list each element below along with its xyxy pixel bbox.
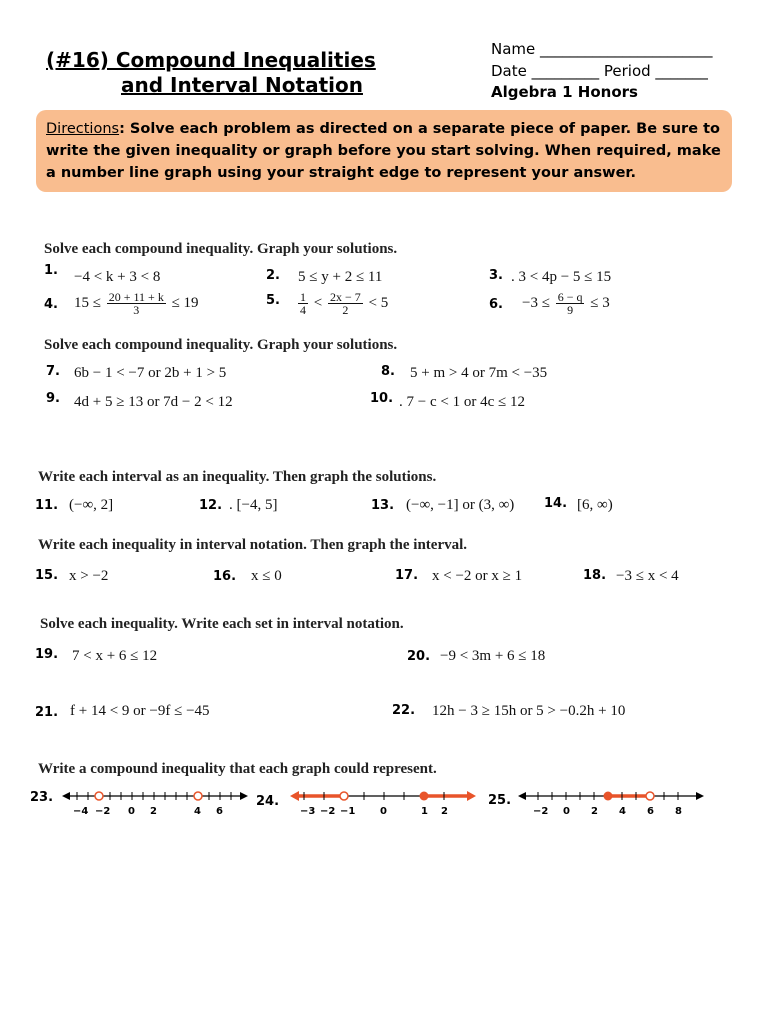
section-4-instructions: Write each inequality in interval notation. Then graph the interval.	[38, 537, 468, 553]
problem-8-expression: 5 + m > 4 or 7m < −35	[410, 365, 548, 381]
problem-22-number: 22.	[392, 703, 416, 718]
problem-3-expression: . 3 < 4p − 5 ≤ 15	[511, 269, 612, 285]
problem-21-number: 21.	[35, 705, 59, 720]
problem-25-number: 25.	[488, 793, 512, 808]
directions-label: Directions	[46, 121, 120, 137]
problem-16-expression: x ≤ 0	[251, 568, 282, 584]
number-line-25-svg	[518, 784, 704, 820]
directions-body: : Solve each problem as directed on a separate piece of paper. Be sure to write the given inequality or graph before you start solving. When required, make a number line graph using your straight edge to represent your answer.	[46, 121, 721, 181]
problem-18-number: 18.	[583, 568, 607, 583]
problem-24-number: 24.	[256, 794, 280, 809]
tick-label: 1	[421, 806, 428, 817]
directions-box	[36, 110, 732, 192]
tick-label: −2	[95, 806, 111, 817]
problem-17-number: 17.	[395, 568, 419, 583]
number-line-23	[62, 784, 248, 820]
date-period-label: Date _________ Period _______	[491, 62, 708, 80]
course-label: Algebra 1 Honors	[491, 83, 638, 101]
problem-6-number: 6.	[489, 297, 503, 312]
section-3-instructions: Write each interval as an inequality. Then graph the solutions.	[38, 469, 437, 485]
problem-15-number: 15.	[35, 568, 59, 583]
problem-23-number: 23.	[30, 790, 54, 805]
problem-12-number: 12.	[199, 498, 223, 513]
closed-point	[420, 792, 429, 801]
problem-13-expression: (−∞, −1] or (3, ∞)	[406, 497, 515, 513]
problem-15-expression: x > −2	[69, 568, 109, 584]
problem-12-expression: . [−4, 5]	[229, 497, 278, 513]
number-line-25	[518, 784, 704, 820]
problem-11-expression: (−∞, 2]	[69, 497, 114, 513]
tick-label: −2	[320, 806, 336, 817]
problem-3-number: 3.	[489, 268, 503, 283]
section-1-instructions: Solve each compound inequality. Graph your solutions.	[44, 241, 398, 257]
problem-10-number: 10.	[370, 391, 394, 406]
problem-22-expression: 12h − 3 ≥ 15h or 5 > −0.2h + 10	[432, 703, 626, 719]
problem-5-expression: $\frac{1}{4}$ < $\frac{2x - 7}{2}$ < 5	[300, 290, 389, 317]
problem-4-expression: 15 ≤ $\frac{20 + 11 + k}{3}$ ≤ 19	[74, 290, 199, 317]
title-line-1: (#16) Compound Inequalities	[46, 48, 376, 72]
number-line-24	[290, 784, 476, 820]
problem-7-expression: 6b − 1 < −7 or 2b + 1 > 5	[74, 365, 227, 381]
section-6-instructions: Write a compound inequality that each graph could represent.	[38, 761, 437, 777]
tick-label: 6	[647, 806, 654, 817]
number-line-24-svg	[290, 784, 476, 820]
problem-1-expression: −4 < k + 3 < 8	[74, 269, 161, 285]
section-2-instructions: Solve each compound inequality. Graph your solutions.	[44, 337, 398, 353]
problem-21-expression: f + 14 < 9 or −9f ≤ −45	[70, 703, 210, 719]
problem-7-number: 7.	[46, 364, 60, 379]
tick-label: 6	[216, 806, 223, 817]
tick-label: 4	[619, 806, 626, 817]
problem-5-number: 5.	[266, 293, 280, 308]
right-arrow	[696, 792, 704, 800]
open-point	[95, 792, 103, 800]
tick-label: 0	[380, 806, 387, 817]
problem-19-expression: 7 < x + 6 ≤ 12	[72, 648, 158, 664]
problem-9-number: 9.	[46, 391, 60, 406]
problem-20-expression: −9 < 3m + 6 ≤ 18	[440, 648, 546, 664]
problem-10-expression: . 7 − c < 1 or 4c ≤ 12	[399, 394, 525, 410]
open-point	[194, 792, 202, 800]
name-field-label: Name _______________________	[491, 40, 713, 58]
tick-label: −3	[300, 806, 316, 817]
tick-label: −2	[533, 806, 549, 817]
problem-14-number: 14.	[544, 496, 568, 511]
problem-11-number: 11.	[35, 498, 59, 513]
problem-20-number: 20.	[407, 649, 431, 664]
tick-label: 2	[591, 806, 598, 817]
left-arrow	[518, 792, 526, 800]
left-arrow	[62, 792, 70, 800]
problem-6-expression: −3 ≤ $\frac{6 - q}{9}$ ≤ 3	[522, 290, 610, 317]
problem-18-expression: −3 ≤ x < 4	[616, 568, 679, 584]
right-arrow	[240, 792, 248, 800]
problem-2-expression: 5 ≤ y + 2 ≤ 11	[298, 269, 383, 285]
tick-label: 2	[441, 806, 448, 817]
problem-1-number: 1.	[44, 263, 58, 278]
section-5-instructions: Solve each inequality. Write each set in interval notation.	[40, 616, 404, 632]
problem-4-number: 4.	[44, 297, 58, 312]
tick-label: 4	[194, 806, 201, 817]
problem-14-expression: [6, ∞)	[577, 497, 613, 513]
tick-label: 2	[150, 806, 157, 817]
tick-label: 0	[563, 806, 570, 817]
number-line-23-svg	[62, 784, 248, 820]
title-line-2: and Interval Notation	[121, 73, 363, 97]
problem-2-number: 2.	[266, 268, 280, 283]
open-point	[340, 792, 348, 800]
problem-17-expression: x < −2 or x ≥ 1	[432, 568, 523, 584]
problem-9-expression: 4d + 5 ≥ 13 or 7d − 2 < 12	[74, 394, 233, 410]
right-arrow	[467, 791, 476, 801]
open-point	[646, 792, 654, 800]
closed-point	[604, 792, 613, 801]
directions-text	[46, 118, 726, 184]
problem-8-number: 8.	[381, 364, 395, 379]
problem-13-number: 13.	[371, 498, 395, 513]
problem-19-number: 19.	[35, 647, 59, 662]
tick-label: 0	[128, 806, 135, 817]
tick-label: −1	[340, 806, 356, 817]
tick-label: −4	[73, 806, 89, 817]
tick-label: 8	[675, 806, 682, 817]
left-arrow	[290, 791, 299, 801]
problem-16-number: 16.	[213, 569, 237, 584]
